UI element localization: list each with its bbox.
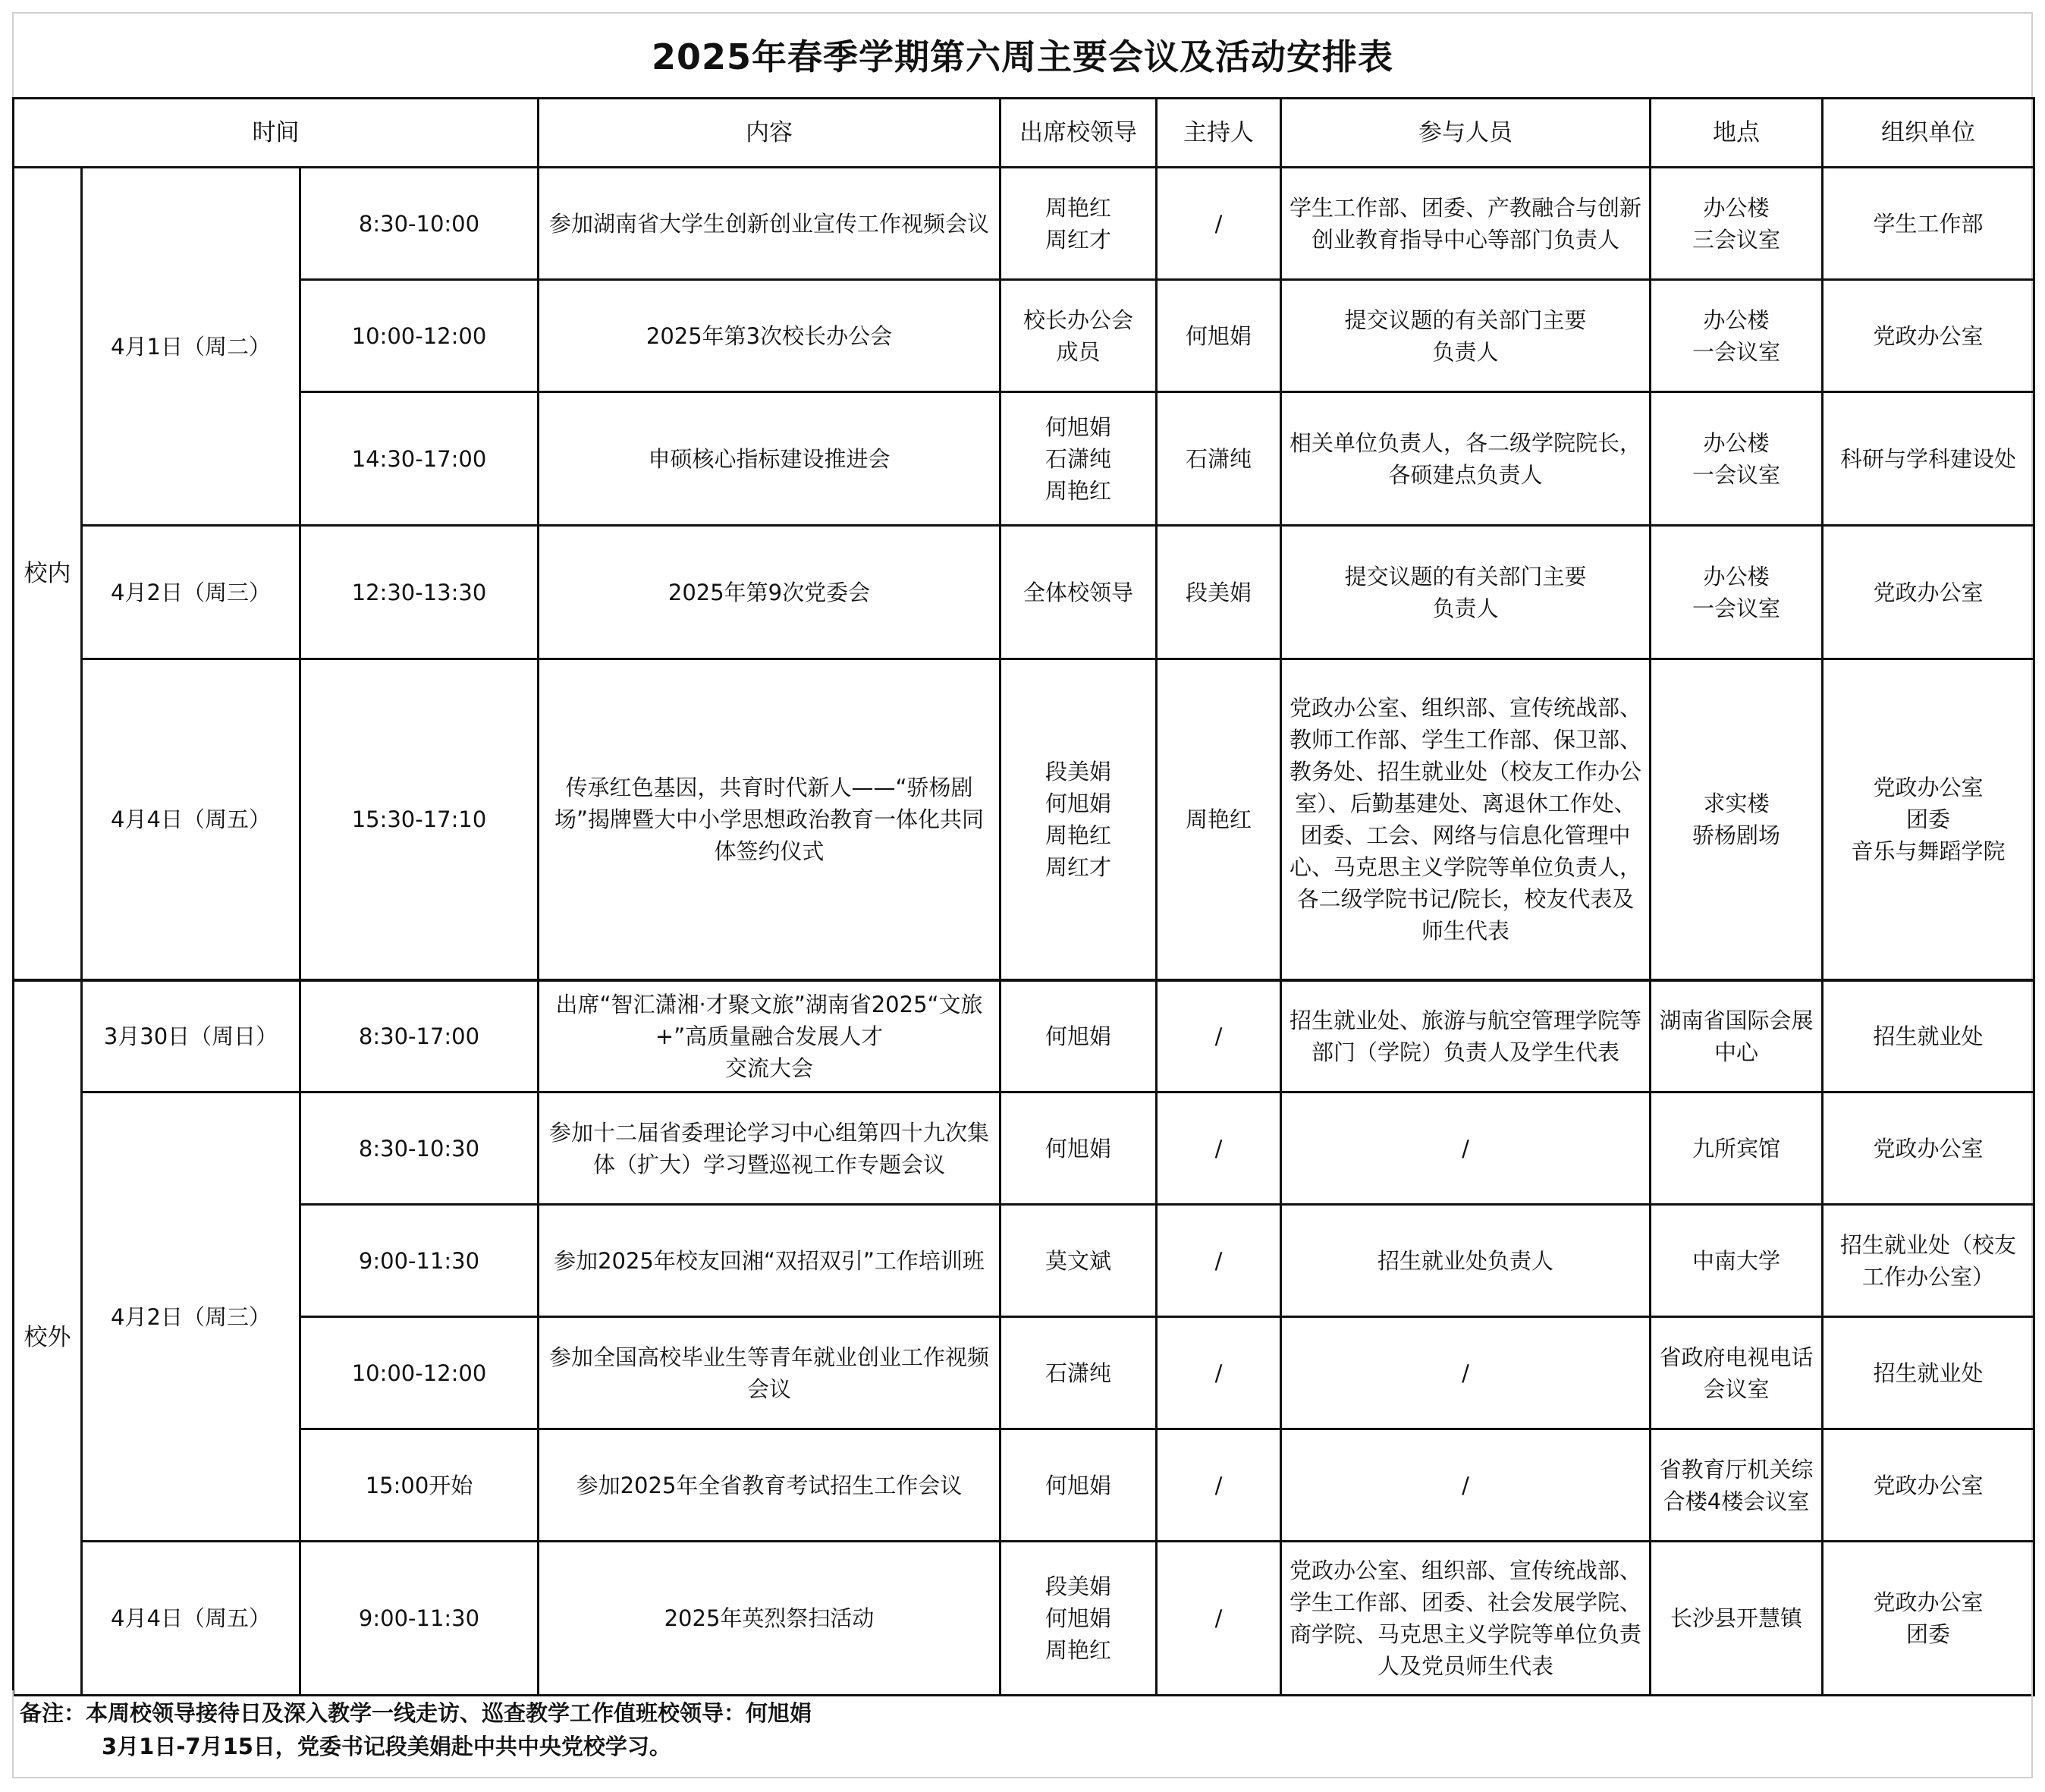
footnote-line-1: 备注：本周校领导接待日及深入教学一线走访、巡查教学工作值班校领导：何旭娟 [20,1700,812,1726]
content-cell: 参加2025年校友回湘“双招双引”工作培训班 [539,1205,1001,1317]
host-cell: / [1157,1092,1281,1205]
host-cell: / [1157,980,1281,1092]
organizer-cell: 党政办公室 团委 音乐与舞蹈学院 [1823,659,2034,980]
footnote-line-2: 3月1日-7月15日，党委书记段美娟赴中共中央党校学习。 [102,1734,671,1759]
organizer-cell: 招生就业处（校友工作办公室） [1823,1205,2034,1317]
date-cell: 4月4日（周五） [82,1542,300,1696]
leaders-cell: 莫文斌 [1001,1205,1157,1317]
content-cell: 参加2025年全省教育考试招生工作会议 [539,1429,1001,1542]
location-cell: 办公楼 一会议室 [1651,526,1823,659]
table-row [14,280,2034,392]
content-cell: 2025年第9次党委会 [539,526,1001,659]
table-row [14,526,2034,659]
time-cell: 8:30-17:00 [300,980,539,1092]
table-row [14,1092,2034,1205]
time-cell: 9:00-11:30 [300,1542,539,1696]
header-location: 地点 [1651,99,1823,168]
time-cell: 9:00-11:30 [300,1205,539,1317]
host-cell: 周艳红 [1157,659,1281,980]
page-title: 2025年春季学期第六周主要会议及活动安排表 [651,36,1394,77]
location-cell: 九所宾馆 [1651,1092,1823,1205]
location-cell: 省政府电视电话会议室 [1651,1317,1823,1429]
time-cell: 10:00-12:00 [300,1317,539,1429]
host-cell: / [1157,1317,1281,1429]
content-cell: 2025年英烈祭扫活动 [539,1542,1001,1696]
date-cell: 4月2日（周三） [82,526,300,659]
table-row [14,1429,2034,1542]
organizer-cell: 党政办公室 [1823,1429,2034,1542]
participants-cell: 提交议题的有关部门主要 负责人 [1281,280,1651,392]
zone-inside: 校内 [14,168,82,980]
header-participants: 参与人员 [1281,99,1651,168]
table-row [14,392,2034,526]
content-cell: 出席“智汇潇湘·才聚文旅”湖南省2025“文旅+”高质量融合发展人才 交流大会 [539,980,1001,1092]
header-leaders: 出席校领导 [1001,99,1157,168]
participants-cell: 相关单位负责人，各二级学院院长，各硕建点负责人 [1281,392,1651,526]
location-cell: 办公楼 一会议室 [1651,392,1823,526]
leaders-cell: 段美娟 何旭娟 周艳红 周红才 [1001,659,1157,980]
leaders-cell: 全体校领导 [1001,526,1157,659]
content-cell: 申硕核心指标建设推进会 [539,392,1001,526]
header-organizer: 组织单位 [1823,99,2034,168]
leaders-cell: 段美娟 何旭娟 周艳红 [1001,1542,1157,1696]
participants-cell: 党政办公室、组织部、宣传统战部、教师工作部、学生工作部、保卫部、教务处、招生就业处（校友工作办公室）、后勤基建处、离退休工作处、团委、工会、网络与信息化管理中心、马克思主义学院等单位负责人，各二级学院书记/院长，校友代表及师生代表 [1281,659,1651,980]
time-cell: 10:00-12:00 [300,280,539,392]
zone-outside: 校外 [14,980,82,1696]
participants-cell: 招生就业处、旅游与航空管理学院等部门（学院）负责人及学生代表 [1281,980,1651,1092]
table-row [14,1317,2034,1429]
organizer-cell: 招生就业处 [1823,1317,2034,1429]
header-row [14,99,2034,168]
schedule-table [12,97,2035,1696]
participants-cell: 学生工作部、团委、产教融合与创新创业教育指导中心等部门负责人 [1281,168,1651,280]
time-cell: 8:30-10:00 [300,168,539,280]
date-cell: 4月4日（周五） [82,659,300,980]
leaders-cell: 周艳红 周红才 [1001,168,1157,280]
footnote [12,1690,2033,1778]
leaders-cell: 何旭娟 石潇纯 周艳红 [1001,392,1157,526]
organizer-cell: 党政办公室 [1823,280,2034,392]
location-cell: 求实楼 骄杨剧场 [1651,659,1823,980]
organizer-cell: 党政办公室 [1823,526,2034,659]
host-cell: / [1157,1429,1281,1542]
participants-cell: 招生就业处负责人 [1281,1205,1651,1317]
content-cell: 参加十二届省委理论学习中心组第四十九次集体（扩大）学习暨巡视工作专题会议 [539,1092,1001,1205]
participants-cell: 提交议题的有关部门主要 负责人 [1281,526,1651,659]
leaders-cell: 校长办公会 成员 [1001,280,1157,392]
time-cell: 14:30-17:00 [300,392,539,526]
organizer-cell: 党政办公室 [1823,1092,2034,1205]
host-cell: 段美娟 [1157,526,1281,659]
header-content: 内容 [539,99,1001,168]
content-cell: 参加全国高校毕业生等青年就业创业工作视频会议 [539,1317,1001,1429]
organizer-cell: 科研与学科建设处 [1823,392,2034,526]
content-cell: 传承红色基因，共育时代新人——“骄杨剧场”揭牌暨大中小学思想政治教育一体化共同体签约仪式 [539,659,1001,980]
leaders-cell: 石潇纯 [1001,1317,1157,1429]
table-row [14,659,2034,980]
host-cell: / [1157,1205,1281,1317]
location-cell: 省教育厅机关综合楼4楼会议室 [1651,1429,1823,1542]
participants-cell: / [1281,1317,1651,1429]
location-cell: 湖南省国际会展中心 [1651,980,1823,1092]
content-cell: 2025年第3次校长办公会 [539,280,1001,392]
time-cell: 15:00开始 [300,1429,539,1542]
participants-cell: / [1281,1092,1651,1205]
location-cell: 办公楼 一会议室 [1651,280,1823,392]
date-cell: 4月2日（周三） [82,1092,300,1542]
time-cell: 12:30-13:30 [300,526,539,659]
date-cell: 4月1日（周二） [82,168,300,526]
leaders-cell: 何旭娟 [1001,1092,1157,1205]
participants-cell: 党政办公室、组织部、宣传统战部、学生工作部、团委、社会发展学院、商学院、马克思主义学院等单位负责人及党员师生代表 [1281,1542,1651,1696]
host-cell: / [1157,1542,1281,1696]
time-cell: 8:30-10:30 [300,1092,539,1205]
host-cell: / [1157,168,1281,280]
leaders-cell: 何旭娟 [1001,1429,1157,1542]
table-row [14,1205,2034,1317]
participants-cell: / [1281,1429,1651,1542]
header-host: 主持人 [1157,99,1281,168]
table-row [14,980,2034,1092]
location-cell: 中南大学 [1651,1205,1823,1317]
content-cell: 参加湖南省大学生创新创业宣传工作视频会议 [539,168,1001,280]
time-cell: 15:30-17:10 [300,659,539,980]
location-cell: 办公楼 三会议室 [1651,168,1823,280]
leaders-cell: 何旭娟 [1001,980,1157,1092]
organizer-cell: 招生就业处 [1823,980,2034,1092]
organizer-cell: 学生工作部 [1823,168,2034,280]
table-row [14,1542,2034,1696]
date-cell: 3月30日（周日） [82,980,300,1092]
organizer-cell: 党政办公室 团委 [1823,1542,2034,1696]
host-cell: 石潇纯 [1157,392,1281,526]
table-row [14,168,2034,280]
location-cell: 长沙县开慧镇 [1651,1542,1823,1696]
host-cell: 何旭娟 [1157,280,1281,392]
header-time: 时间 [14,99,539,168]
